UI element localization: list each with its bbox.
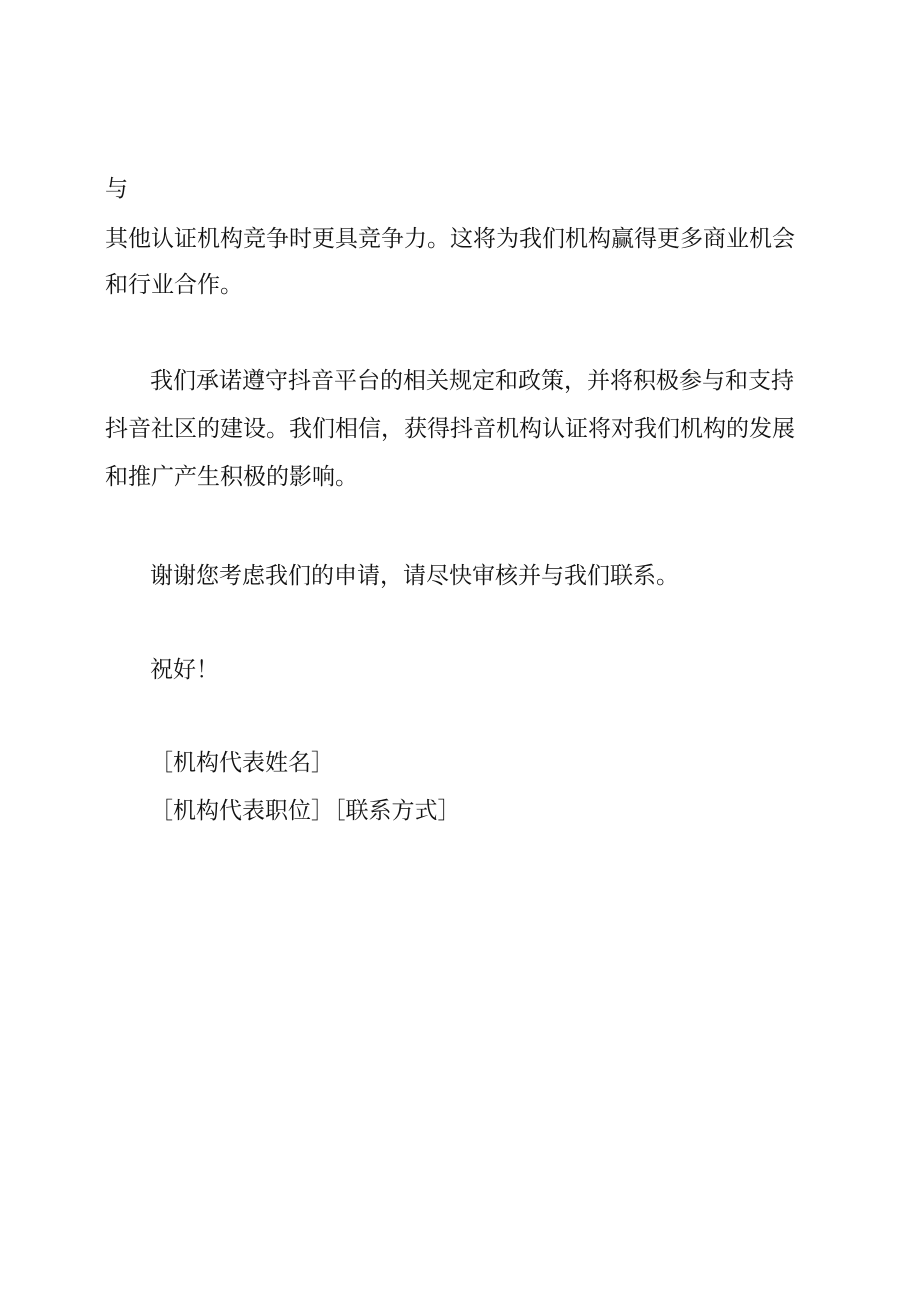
paragraph-line: 抖音社区的建设。我们相信，获得抖音机构认证将对我们机构的发展 (105, 416, 795, 442)
signature-name: ［机构代表姓名］ (150, 750, 334, 776)
closing-request: 谢谢您考虑我们的申请，请尽快审核并与我们联系。 (150, 563, 679, 589)
paragraph-line: 和行业合作。 (105, 272, 243, 298)
paragraph-line: 我们承诺遵守抖音平台的相关规定和政策，并将积极参与和支持 (150, 368, 794, 394)
paragraph-line: 其他认证机构竞争时更具竞争力。这将为我们机构赢得更多商业机会 (105, 226, 795, 252)
signature-title-contact: ［机构代表职位］［联系方式］ (150, 798, 461, 824)
paragraph-line: 与 (105, 176, 128, 202)
greeting: 祝好！ (150, 657, 219, 683)
paragraph-line: 和推广产生积极的影响。 (105, 464, 358, 490)
